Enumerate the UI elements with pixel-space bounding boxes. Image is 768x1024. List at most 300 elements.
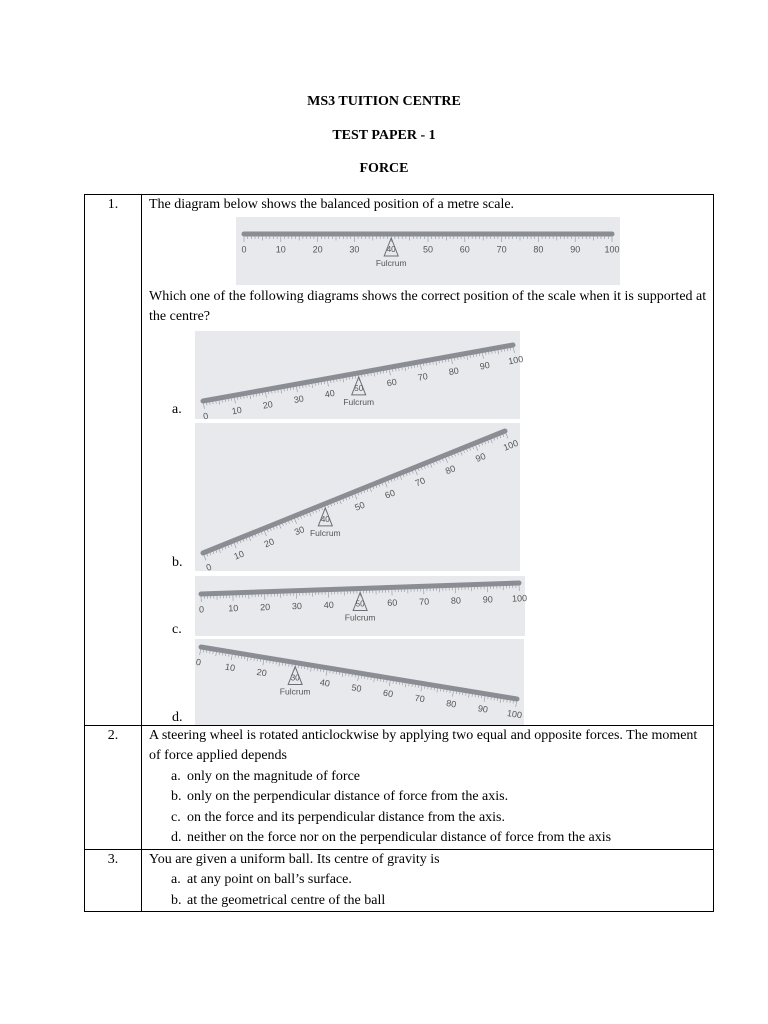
scale-tick-label: 0 [204,561,213,573]
scale-tick [482,352,483,358]
scale-tick [267,529,268,532]
scale-tick [346,497,347,500]
scale-tick [355,493,357,499]
scale-tick [510,347,511,350]
scale-tick [216,400,217,403]
scale-tick-label: 70 [418,595,430,607]
option-a [149,331,709,419]
scale-tick-label: 30 [291,600,303,611]
scale-tick [234,542,236,548]
option-letter: a. [171,872,181,887]
scale-tick [361,374,362,377]
scale-tick-label: 20 [255,666,268,678]
scale-tick-label: 60 [387,597,398,608]
scale-tick [476,445,478,451]
scale-tick [492,350,493,353]
question-text: Which one of the following diagrams shows the correct position of the scale when it is supported at the centre? [149,288,707,324]
scale-tick [216,549,217,552]
option-letter: d. [171,830,182,845]
scale-tick [331,503,332,506]
scale-tick [507,348,508,351]
scale-tick [442,458,443,461]
fulcrum-label: Fulcrum [279,686,311,697]
scale-tick [319,508,320,511]
scale-tick [396,368,397,371]
scale-tick [467,355,468,359]
scale-tick [247,395,248,398]
scale-tick [498,349,499,353]
scale-tick [374,372,375,376]
question-text: A steering wheel is rotated anticlockwise by applying two equal and opposite forces. The moment of force applied depends [149,727,698,763]
option-text: at the geometrical centre of the ball [187,892,386,908]
balanced-scale-figure [236,217,620,285]
scale-tick [285,521,286,524]
scale-tick [466,448,467,451]
scale-tick-label: 30 [292,523,306,537]
scale-tick [213,401,214,404]
question-number: 1. [85,195,142,726]
scale-tick [376,485,377,488]
scale-tick-label: 50 [350,681,363,694]
scale-tick [463,449,464,452]
scale-tick [309,512,311,516]
scale-tick [258,532,259,535]
scale-tick [473,446,474,449]
scale-tick [424,465,425,468]
scale-tick-label: 0 [195,656,202,668]
scale-tick [394,477,395,480]
option-c-figure [195,576,528,636]
scale-tick [250,394,251,398]
option-item [149,787,709,808]
scale-tick [382,482,383,485]
metre-scale-diagram [236,217,620,285]
scale-tick [485,441,486,444]
scale-tick-label: 50 [422,243,434,254]
fulcrum-mark: 40 [320,514,330,524]
scale-tick [273,526,274,529]
scale-tick-label: 10 [224,661,236,673]
scale-tick [288,520,289,523]
scale-tick-label: 80 [445,697,458,710]
scale-tick-label: 10 [232,548,246,562]
question-row-2 [85,725,714,849]
option-item [149,808,709,829]
scale-tick [500,435,501,438]
scale-tick [262,392,263,395]
scale-tick [506,432,508,438]
scale-tick [349,376,350,379]
scale-tick [451,454,452,457]
scale-tick [255,534,256,537]
option-text: on the force and its perpendicular distance from the axis. [187,809,505,825]
option-letter: c. [171,809,181,825]
scale-tick [315,382,316,385]
scale-tick [488,440,489,443]
option-list [149,870,709,911]
scale-tick-label: 100 [511,592,528,604]
scale-tick [228,545,229,548]
scale-tick [300,515,301,518]
scale-tick [294,518,296,524]
scale-tick [414,364,415,367]
scale-tick [439,360,440,363]
scale-tick [406,473,407,476]
scale-tick [460,451,462,455]
scale-tick [243,538,244,541]
scale-tick [454,357,455,360]
scale-tick [352,376,353,379]
question-body [142,725,714,849]
scale-tick [457,452,458,455]
scale-tick [219,548,221,552]
option-letter: b. [172,554,183,570]
scale-tick [306,513,307,516]
scale-tick-label: 90 [482,593,493,605]
scale-tick [495,350,496,353]
scale-tick [374,677,375,681]
scale-tick [411,365,412,368]
option-letter: c. [172,621,182,637]
scale-tick [365,373,366,376]
scale-tick-label: 20 [312,243,323,254]
scale-tick [355,375,356,378]
scale-tick-label: 30 [349,243,360,254]
scale-tick [249,536,251,540]
scale-tick [421,467,422,470]
scale-tick [399,367,400,370]
question-row-3 [85,849,714,912]
scale-tick [210,401,211,404]
scale-tick [412,470,413,473]
scale-tick [297,517,298,520]
metre-scale-diagram [195,639,524,725]
scale-tick [408,366,409,369]
scale-tick [464,355,465,358]
option-letter: b. [171,789,182,804]
scale-tick [268,391,269,394]
scale-tick [451,358,452,364]
scale-tick [222,547,223,550]
scale-tick [337,378,338,381]
scale-tick [279,524,281,528]
scale-tick [303,514,304,517]
question-body [142,195,714,726]
scale-tick [342,672,343,676]
scale-tick [504,348,505,351]
option-b-figure [195,423,520,571]
option-item [149,870,709,891]
option-letter: d. [172,709,183,725]
scale-tick [312,510,313,513]
scale-tick-label: 40 [323,599,334,610]
scale-tick-label: 30 [292,393,305,405]
scale-tick [415,469,417,475]
scale-tick [203,402,204,408]
scale-tick [284,388,285,391]
fulcrum-label: Fulcrum [375,257,407,268]
scale-tick [454,453,455,456]
topic-title: FORCE [359,161,409,176]
scale-tick [299,385,300,388]
scale-tick [400,475,402,479]
scale-tick-label: 70 [416,370,429,383]
scale-tick [427,464,428,467]
scale-tick [397,476,398,479]
scale-tick [358,492,359,495]
scale-tick [377,371,378,374]
scale-tick-label: 40 [323,387,336,400]
scale-tick-label: 0 [241,243,247,254]
scale-tick-label: 60 [385,376,398,388]
scale-tick [497,436,498,439]
scale-tick [219,400,220,404]
scale-tick [321,381,322,384]
fulcrum-mark: 30 [290,673,300,683]
scale-tick [237,541,238,544]
scale-tick [231,397,232,400]
scale-tick [204,554,206,560]
scale-tick [494,437,495,440]
scale-tick [231,654,232,660]
scale-tick [389,369,390,375]
fulcrum-label: Fulcrum [309,527,341,538]
scale-tick [210,552,211,555]
scale-tick [309,383,310,386]
scale-tick [383,370,384,373]
option-text: at any point on ball’s surface. [187,872,352,887]
scale-tick [334,379,335,382]
scale-tick [373,486,374,489]
scale-tick [501,349,502,352]
scale-tick [371,372,372,375]
scale-tick [469,693,470,697]
scale-tick [470,447,471,450]
scale-tick [225,546,226,549]
scale-tick-label: 10 [275,243,286,254]
scale-tick [367,488,368,491]
scale-tick [234,397,235,403]
scale-tick [448,358,449,361]
scale-tick-label: 80 [447,365,460,377]
scale-tick [388,480,389,483]
scale-tick [318,382,319,385]
scale-tick [461,356,462,359]
scale-tick [282,523,283,526]
scale-tick [489,351,490,354]
scale-tick [246,537,247,540]
scale-tick [278,389,279,392]
scale-tick [389,680,390,686]
scale-tick [364,490,365,493]
scale-tick [437,687,438,691]
metre-scale-diagram [195,576,528,636]
scale-tick [352,495,353,498]
scale-tick [322,507,323,510]
scale-tick [287,387,288,390]
scale-tick [279,661,280,665]
scale-tick-label: 90 [477,702,489,715]
question-text: You are given a uniform ball. Its centre of gravity is [149,851,440,867]
scale-tick [385,481,387,487]
scale-tick [409,471,410,474]
scale-tick [516,700,517,706]
scale-tick [405,682,406,686]
scale-tick [247,656,248,660]
scale-tick [368,373,369,376]
scale-tick [430,362,431,365]
scale-tick [423,363,424,366]
scale-tick [312,383,313,387]
scale-tick-label: 20 [261,398,274,411]
scale-tick [240,540,241,543]
scale-tick-label: 90 [478,359,491,372]
option-item [149,828,709,849]
scale-tick-label: 40 [319,676,331,689]
scale-tick [290,387,291,390]
scale-tick-label: 10 [228,602,239,613]
scale-tick [216,651,217,655]
scale-tick [340,499,342,503]
scale-tick [448,456,449,459]
scale-tick [343,498,344,501]
scale-tick [445,457,447,463]
metre-scale-diagram [195,423,520,571]
scale-tick [433,361,434,364]
scale-tick [358,674,359,680]
scale-tick-label: 60 [459,243,470,254]
scale-tick [213,551,214,554]
scale-tick [327,380,328,386]
scale-tick [206,402,207,405]
scale-tick [272,390,273,393]
scale-tick [370,487,372,491]
scale-tick [484,695,485,701]
scale-tick [253,394,254,397]
question-number: 2. [85,725,142,849]
scale-tick [427,362,428,365]
scale-tick [252,535,253,538]
scale-tick-label: 90 [474,450,488,464]
scale-tick [479,443,480,446]
scale-tick [485,352,486,355]
scale-tick [328,504,329,507]
scale-tick [306,384,307,387]
scale-tick [453,690,454,696]
scale-tick-label: 100 [604,243,620,254]
scale-tick-label: 80 [443,462,457,476]
scale-tick [439,459,440,462]
scale-tick [334,502,335,505]
scale-tick [231,543,232,546]
scale-tick [418,468,419,471]
option-letter: a. [171,768,181,784]
scale-tick [241,396,242,399]
scale-tick-label: 70 [496,243,507,254]
scale-tick [276,525,277,528]
scale-tick [259,392,260,395]
fulcrum-mark: 50 [354,383,364,393]
scale-tick [479,353,480,356]
scale-tick [281,388,282,392]
scale-tick [315,509,316,512]
option-text: only on the magnitude of force [187,768,361,784]
scale-tick [436,360,437,364]
scale-tick [445,359,446,362]
scale-tick [293,386,294,389]
option-c [149,576,709,636]
scale-tick [500,698,501,702]
scale-tick [386,369,387,372]
scale-tick [421,685,422,691]
scale-tick [311,667,312,671]
scale-tick [470,354,471,357]
option-item [149,891,709,912]
scale-tick-label: 0 [202,410,210,421]
scale-tick-label: 20 [262,535,276,549]
scale-tick [256,393,257,396]
scale-tick [420,363,421,369]
scale-tick [237,396,238,399]
scale-tick-label: 50 [353,499,367,513]
fulcrum-mark: 50 [355,598,365,608]
scale-bar [203,431,505,553]
scale-tick [513,346,514,352]
fulcrum-label: Fulcrum [344,611,376,622]
scale-tick [436,460,437,463]
scale-tick-label: 100 [506,707,523,720]
scale-tick [391,479,392,482]
option-text: neither on the force nor on the perpendicular distance of force from the axis [187,830,612,845]
scale-tick [225,399,226,402]
scale-tick [491,438,493,442]
scale-tick [346,377,347,380]
scale-tick-label: 90 [570,243,581,254]
option-d-figure [195,639,524,725]
scale-tick-label: 20 [259,601,271,612]
question-number: 3. [85,849,142,912]
scale-tick [379,484,380,487]
scale-tick [244,395,245,398]
paper-title: TEST PAPER - 1 [332,128,436,143]
scale-tick [222,399,223,402]
scale-tick [340,378,341,381]
scale-tick [330,380,331,383]
scale-tick [326,669,327,675]
scale-tick [503,434,504,437]
scale-tick-label: 100 [501,437,520,453]
scale-tick [458,357,459,360]
scale-tick [361,491,362,494]
centre-title: MS3 TUITION CENTRE [307,94,461,109]
question-table [84,194,714,912]
scale-tick [337,501,338,504]
scale-tick-label: 80 [450,594,462,606]
scale-tick-label: 100 [507,353,525,366]
scale-tick-label: 0 [198,603,205,614]
scale-tick [324,381,325,384]
metre-scale-diagram [195,331,525,421]
scale-tick-label: 60 [382,687,394,699]
scale-tick [343,377,344,381]
option-d [149,639,709,725]
scale-tick [228,398,229,401]
scale-tick [264,530,266,536]
fulcrum-label: Fulcrum [343,396,375,407]
scale-tick [392,368,393,371]
scale-tick [417,364,418,367]
scale-tick [473,354,474,357]
